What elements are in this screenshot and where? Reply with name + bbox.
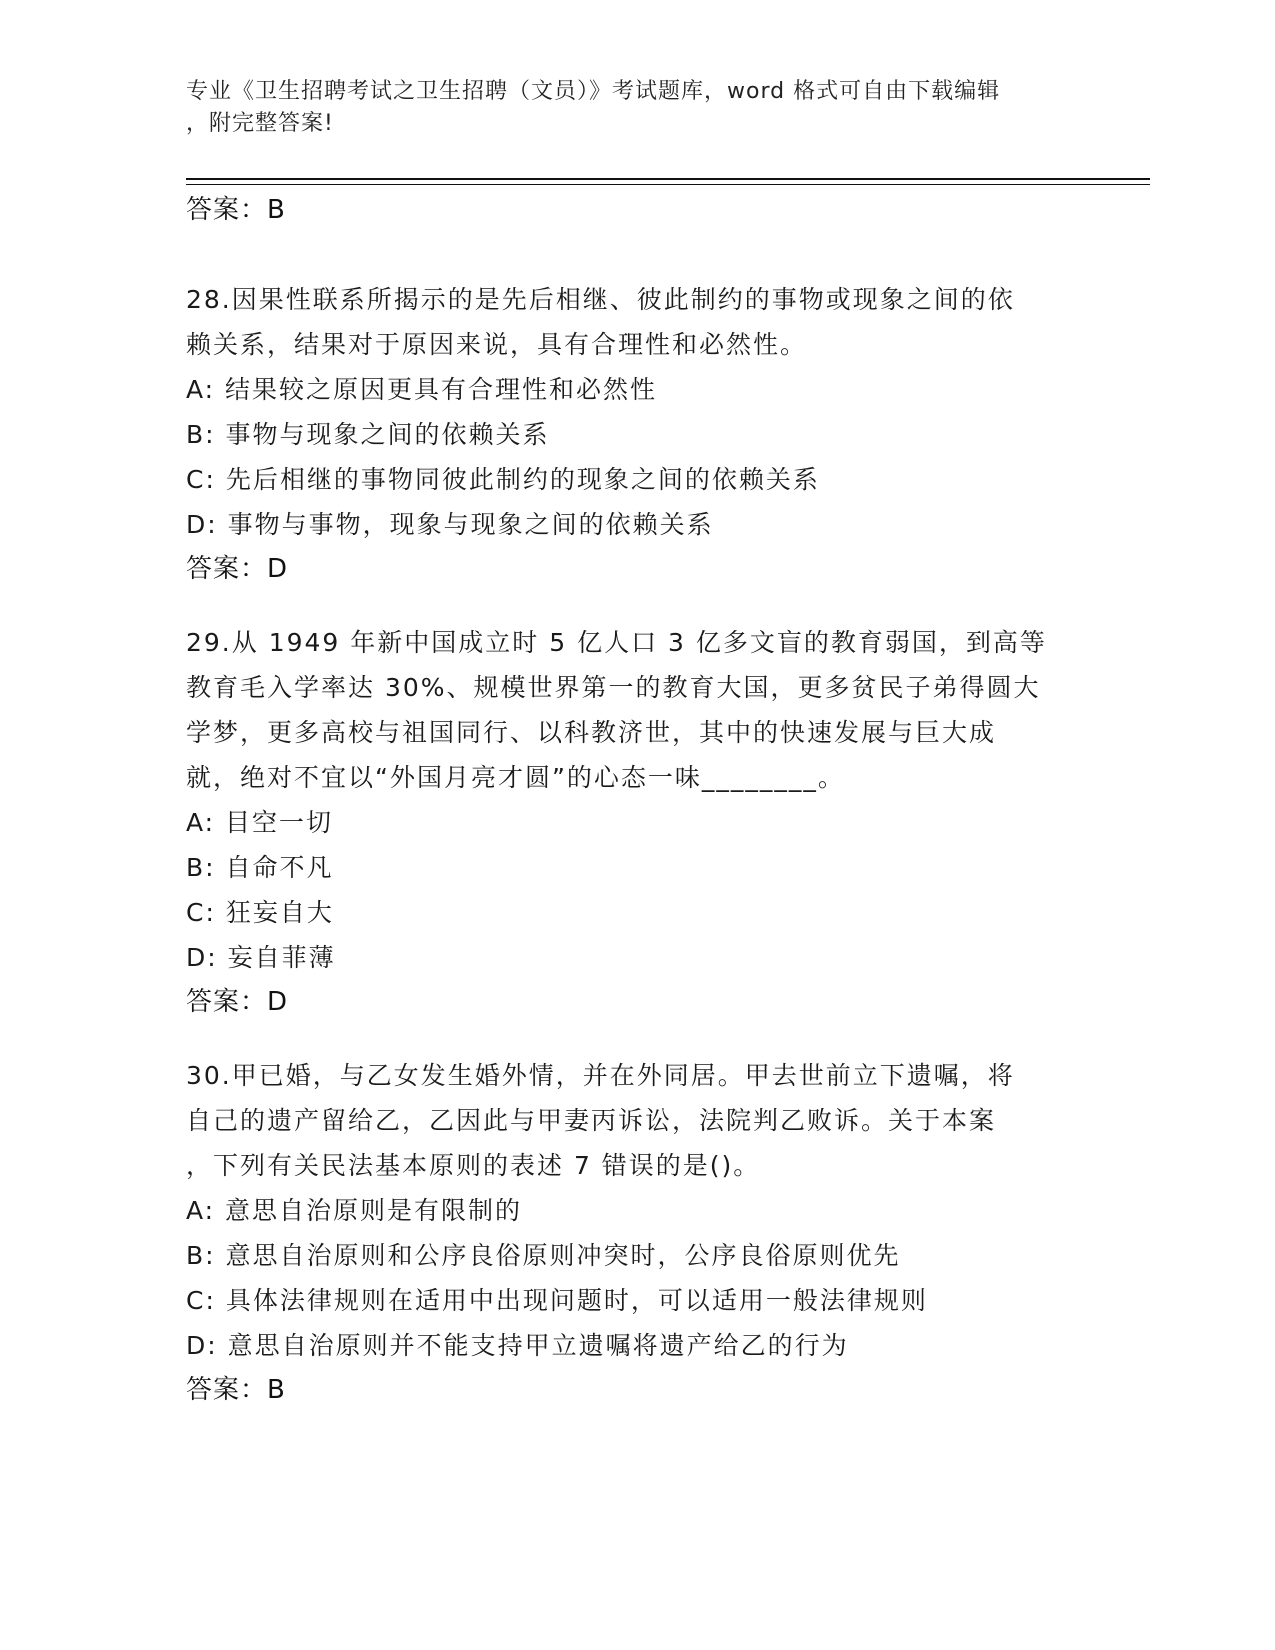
- option-a: A: 目空一切: [186, 808, 334, 837]
- question-stem-line: 29.从 1949 年新中国成立时 5 亿人口 3 亿多文盲的教育弱国，到高等: [186, 628, 1047, 657]
- question-stem-line: 学梦，更多高校与祖国同行、以科教济世，其中的快速发展与巨大成: [186, 718, 997, 747]
- answer: 答案：B: [186, 1375, 286, 1405]
- question-28: [186, 277, 1015, 592]
- option-a: A: 结果较之原因更具有合理性和必然性: [186, 375, 658, 404]
- option-c: C: 狂妄自大: [186, 898, 334, 927]
- option-b: B: 意思自治原则和公序良俗原则冲突时，公序良俗原则优先: [186, 1241, 901, 1270]
- option-d: D: 事物与事物，现象与现象之间的依赖关系: [186, 510, 714, 539]
- option-b: B: 事物与现象之间的依赖关系: [186, 420, 550, 449]
- header-line-1: 专业《卫生招聘考试之卫生招聘（文员）》考试题库，word 格式可自由下载编辑: [186, 79, 1001, 104]
- question-stem-line: 自己的遗产留给乙，乙因此与甲妻丙诉讼，法院判乙败诉。关于本案: [186, 1106, 997, 1135]
- header-rule-thin: [186, 184, 1150, 185]
- question-29: [186, 620, 1047, 1025]
- option-c: C: 具体法律规则在适用中出现问题时，可以适用一般法律规则: [186, 1286, 928, 1315]
- header-line-2: ，附完整答案!: [186, 111, 334, 136]
- answer: 答案：D: [186, 987, 289, 1017]
- option-d: D: 意思自治原则并不能支持甲立遗嘱将遗产给乙的行为: [186, 1331, 849, 1360]
- option-d: D: 妄自菲薄: [186, 943, 336, 972]
- answer: 答案：D: [186, 554, 289, 584]
- question-stem-line: 教育毛入学率达 30%、规模世界第一的教育大国，更多贫民子弟得圆大: [186, 673, 1041, 702]
- question-30: [186, 1053, 1015, 1413]
- option-b: B: 自命不凡: [186, 853, 334, 882]
- option-c: C: 先后相继的事物同彼此制约的现象之间的依赖关系: [186, 465, 820, 494]
- question-stem-line: 赖关系，结果对于原因来说，具有合理性和必然性。: [186, 330, 808, 359]
- question-stem-line: ，下列有关民法基本原则的表述 7 错误的是()。: [186, 1151, 761, 1180]
- question-stem-line: 30.甲已婚，与乙女发生婚外情，并在外同居。甲去世前立下遗嘱，将: [186, 1061, 1015, 1090]
- option-a: A: 意思自治原则是有限制的: [186, 1196, 523, 1225]
- header-rule-thick: [186, 178, 1150, 180]
- question-stem-line: 28.因果性联系所揭示的是先后相继、彼此制约的事物或现象之间的依: [186, 285, 1015, 314]
- question-stem-line: 就，绝对不宜以“外国月亮才圆”的心态一味________。: [186, 763, 845, 792]
- document-header: [186, 76, 1086, 140]
- previous-answer: 答案：B: [186, 195, 286, 225]
